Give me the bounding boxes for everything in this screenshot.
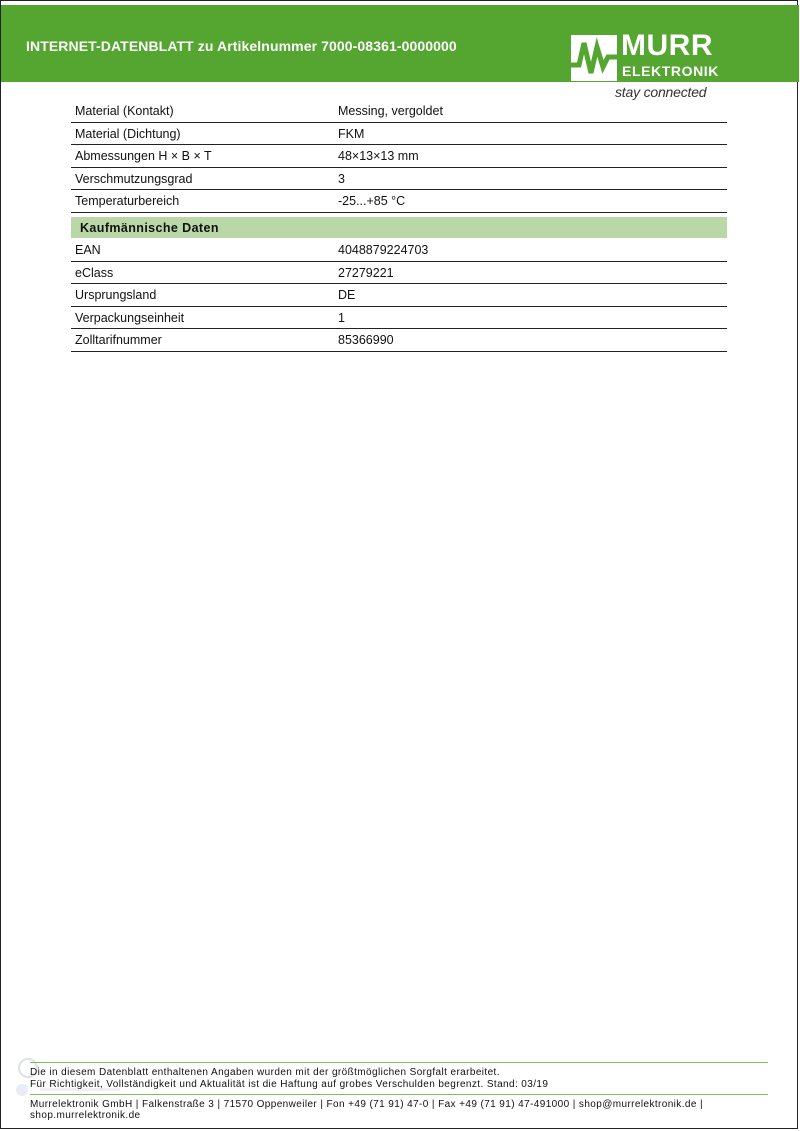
section-title: Kaufmännische Daten xyxy=(80,220,219,235)
table-row xyxy=(71,284,727,307)
row-label: Abmessungen H × B × T xyxy=(75,149,212,164)
row-value: Messing, vergoldet xyxy=(338,104,443,118)
table-row xyxy=(71,123,727,146)
table-row xyxy=(71,168,727,191)
footer-disclaimer-line-1: Die in diesem Datenblatt enthaltenen Angaben wurden mit der größtmöglichen Sorgfalt erarbeitet. xyxy=(30,1067,500,1078)
section-header-commercial xyxy=(71,217,727,238)
row-label: Verschmutzungsgrad xyxy=(75,171,193,186)
data-table xyxy=(71,100,727,352)
page-title: INTERNET-DATENBLATT zu Artikelnummer 7000-08361-0000000 xyxy=(26,38,457,54)
row-value: 27279221 xyxy=(338,265,394,280)
murr-logo-icon xyxy=(571,35,617,81)
row-label: Verpackungseinheit xyxy=(75,310,185,325)
murr-logo xyxy=(571,29,731,81)
table-row xyxy=(71,329,727,352)
footer-address-line-2: shop.murrelektronik.de xyxy=(30,1110,141,1121)
footer-address-line-1: Murrelektronik GmbH | Falkenstraße 3 | 71570 Oppenweiler | Fon +49 (71 91) 47-0 | Fax +49 (71 91) 47-491000 | shop@murrelektronik.de | xyxy=(30,1099,703,1110)
row-label: Material (Dichtung) xyxy=(75,126,181,141)
row-label: Material (Kontakt) xyxy=(75,104,174,118)
footer-divider-bottom xyxy=(30,1094,768,1095)
row-label: Ursprungsland xyxy=(75,288,157,303)
header-bar xyxy=(1,5,799,82)
row-label: Zolltarifnummer xyxy=(75,333,162,348)
table-row xyxy=(71,145,727,168)
row-value: 85366990 xyxy=(338,333,394,348)
row-value: 3 xyxy=(338,171,345,186)
row-value: 1 xyxy=(338,310,345,325)
row-label: Temperaturbereich xyxy=(75,194,180,209)
row-value: FKM xyxy=(338,126,365,141)
row-value: 4048879224703 xyxy=(338,242,429,257)
table-row xyxy=(71,262,727,285)
row-value: 48×13×13 mm xyxy=(338,149,419,164)
footer-divider-top xyxy=(30,1062,768,1063)
table-row xyxy=(71,190,727,213)
logo-text-elektronik: ELEKTRONIK xyxy=(622,63,719,79)
row-value: -25...+85 °C xyxy=(338,194,406,209)
row-value: DE xyxy=(338,288,356,303)
logo-text-murr: MURR xyxy=(621,29,713,62)
row-label: eClass xyxy=(75,265,114,280)
table-row xyxy=(71,100,727,123)
tagline: stay connected xyxy=(615,84,707,100)
row-label: EAN xyxy=(75,242,101,257)
table-row xyxy=(71,307,727,330)
footer-disclaimer-line-2: Für Richtigkeit, Vollständigkeit und Aktualität ist die Haftung auf grobes Verschulden begrenzt. Stand: 03/19 xyxy=(30,1079,549,1090)
table-row xyxy=(71,239,727,262)
